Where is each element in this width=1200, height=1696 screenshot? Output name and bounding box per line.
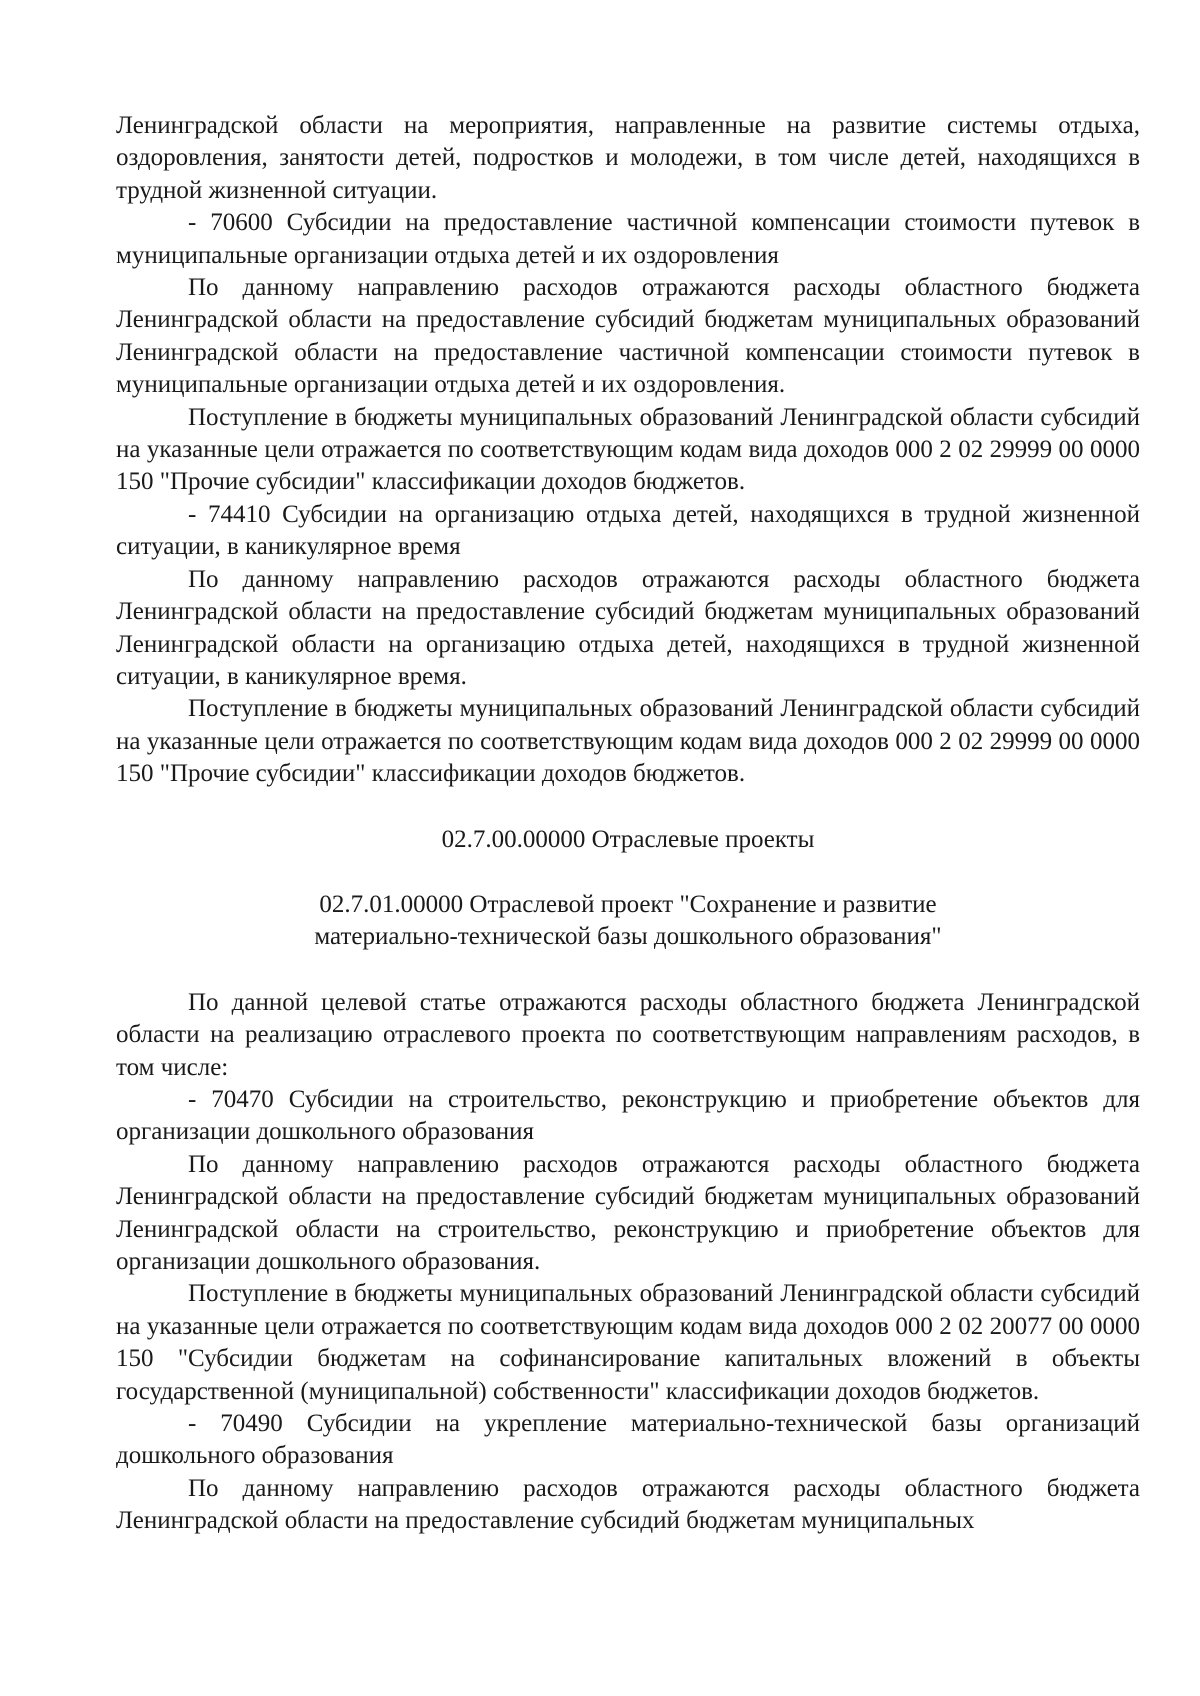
- paragraph-70600-description: По данному направлению расходов отражаются расходы областного бюджета Ленинградской области на предоставление субсидий бюджетам муниципальных образований Ленинградской области на предоставление частичной компенсации стоимости путевок в муниципальные организации отдыха детей и их оздоровления.: [116, 274, 1140, 399]
- project-heading-line2: материально-технической базы дошкольного образования": [314, 923, 942, 951]
- paragraph-continuation: Ленинградской области на мероприятия, направленные на развитие системы отдыха, оздоровления, занятости детей, подростков и молодежи, в том числе детей, находящихся в трудной жизненной ситуации.: [116, 112, 1140, 204]
- item-70600: - 70600 Субсидии на предоставление частичной компенсации стоимости путевок в муниципальные организации отдыха детей и их оздоровления: [116, 209, 1140, 269]
- item-74410: - 74410 Субсидии на организацию отдыха детей, находящихся в трудной жизненной ситуации, в каникулярное время: [116, 500, 1140, 561]
- paragraph-70490-description: По данному направлению расходов отражаются расходы областного бюджета Ленинградской области на предоставление субсидий бюджетам муниципальных: [116, 1474, 1140, 1535]
- project-heading: [116, 889, 1140, 954]
- document-page: [116, 110, 1140, 1538]
- item-70470: - 70470 Субсидии на строительство, реконструкцию и приобретение объектов для организации дошкольного образования: [116, 1085, 1140, 1146]
- paragraph-70600-income: Поступление в бюджеты муниципальных образований Ленинградской области субсидий на указанные цели отражается по соответствующим кодам вида доходов 000 2 02 29999 00 0000 150 "Прочие субсидии" классификации доходов бюджетов.: [116, 403, 1140, 496]
- paragraph-74410-description: По данному направлению расходов отражаются расходы областного бюджета Ленинградской области на предоставление субсидий бюджетам муниципальных образований Ленинградской области на организацию отдыха детей, находящихся в трудной жизненной ситуации, в каникулярное время.: [116, 565, 1140, 690]
- item-70490: - 70490 Субсидии на укрепление материально-технической базы организаций дошкольного образования: [116, 1410, 1140, 1470]
- project-heading-line1: 02.7.01.00000 Отраслевой проект "Сохранение и развитие: [319, 890, 937, 918]
- paragraph-70470-description: По данному направлению расходов отражаются расходы областного бюджета Ленинградской области на предоставление субсидий бюджетам муниципальных образований Ленинградской области на строительство, реконструкцию и приобретение объектов для организации дошкольного образования.: [116, 1150, 1140, 1275]
- section-heading: 02.7.00.00000 Отраслевые проекты: [441, 825, 815, 853]
- paragraph-70470-income: Поступление в бюджеты муниципальных образований Ленинградской области субсидий на указанные цели отражается по соответствующим кодам вида доходов 000 2 02 20077 00 0000 150 "Субсидии бюджетам на софинансирование капитальных вложений в объекты государственной (муниципальной) собственности" классификации доходов бюджетов.: [116, 1280, 1140, 1405]
- paragraph-74410-income: Поступление в бюджеты муниципальных образований Ленинградской области субсидий на указанные цели отражается по соответствующим кодам вида доходов 000 2 02 29999 00 0000 150 "Прочие субсидии" классификации доходов бюджетов.: [116, 695, 1140, 788]
- paragraph-project-intro: По данной целевой статье отражаются расходы областного бюджета Ленинградской области на реализацию отраслевого проекта по соответствующим направлениям расходов, в том числе:: [116, 988, 1140, 1081]
